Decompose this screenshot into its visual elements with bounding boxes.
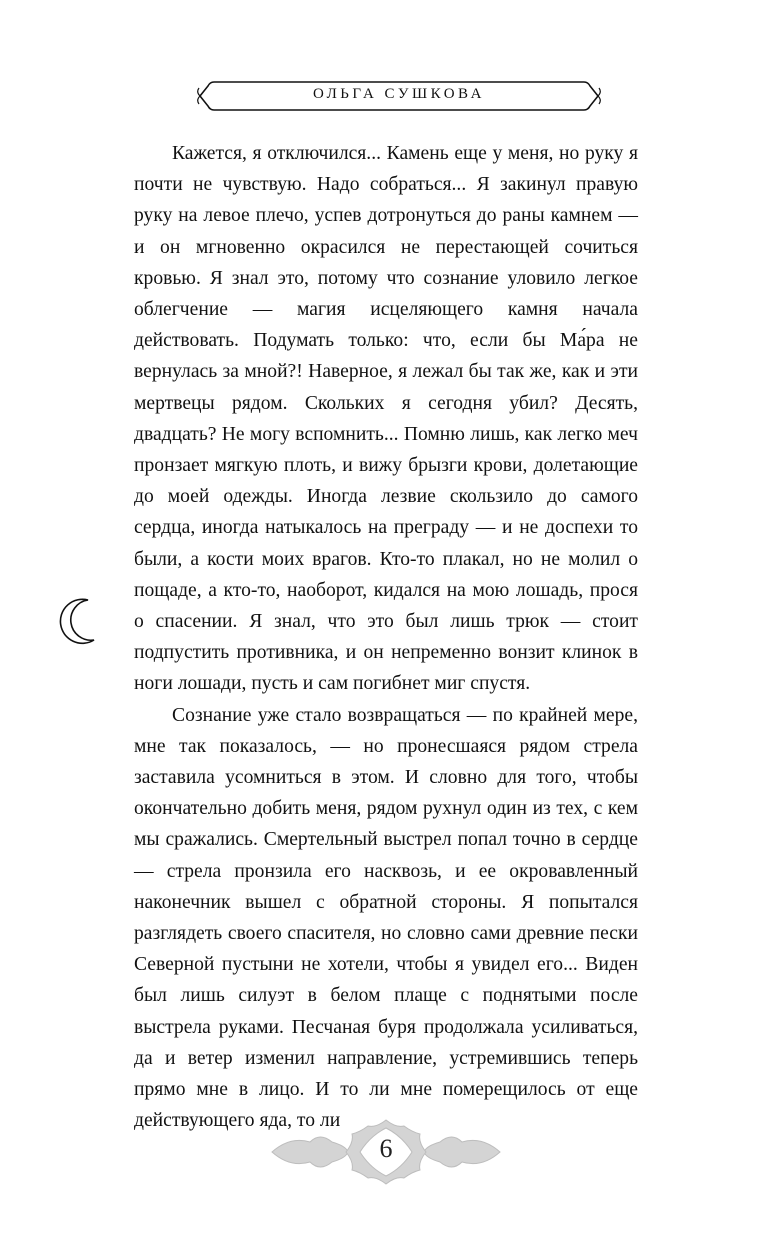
- running-header: [196, 78, 602, 114]
- paragraph-2: Сознание уже стало возвращаться — по крайней мере, мне так показалось, — но пронесшаяся рядом стрела заставила усомниться в этом. И словно для того, чтобы окончательно добить меня, рядом рухнул один из тех, с кем мы сражались. Смертельный выстрел попал точно в сердце — стрела пронзила его насквозь, и ее окровавленный наконечник вышел с обратной стороны. Я попытался разглядеть своего спасителя, но словно сами древние пески Северной пустыни не хотели, чтобы я увидел его... Виден был лишь силуэт в белом плаще с поднятыми после выстрела руками. Песчаная буря продолжала усиливаться, да и ветер изменил направление, устремившись теперь прямо мне в лицо. И то ли мне померещилось от еще действующего яда, то ли: [134, 704, 638, 1132]
- author-name: ОЛЬГА СУШКОВА: [313, 86, 485, 102]
- page-footer: [270, 1118, 502, 1186]
- paragraph-1: Кажется, я отключился... Камень еще у меня, но руку я почти не чувствую. Надо собраться... Я закинул правую руку на левое плечо, успев дотронуться до раны камнем — и он мгновенно окрасился не перестающей сочиться кровью. Я знал это, потому что сознание уловило легкое облегчение — магия исцеляющего камня начала действовать. Подумать только: что, если бы Ма́ра не вернулась за мной?! Наверное, я лежал бы так же, как и эти мертвецы рядом. Скольких я сегодня убил? Десять, двадцать? Не могу вспомнить... Помню лишь, как легко меч пронзает мягкую плоть, и вижу брызги крови, долетающие до моей одежды. Иногда лезвие скользило до самого сердца, иногда натыкалось на преграду — и не доспехи то были, а кости моих врагов. Кто-то плакал, но не молил о пощаде, а кто-то, наоборот, кидался на мою лошадь, прося о спасении. Я знал, что это был лишь трюк — стоит подпустить противника, и он непременно вонзит клинок в ноги лошади, пусть и сам погибнет миг спустя.: [134, 143, 638, 695]
- crescent-moon-icon: [58, 596, 102, 646]
- page-body-text: [134, 138, 638, 1137]
- page-number: 6: [379, 1134, 393, 1163]
